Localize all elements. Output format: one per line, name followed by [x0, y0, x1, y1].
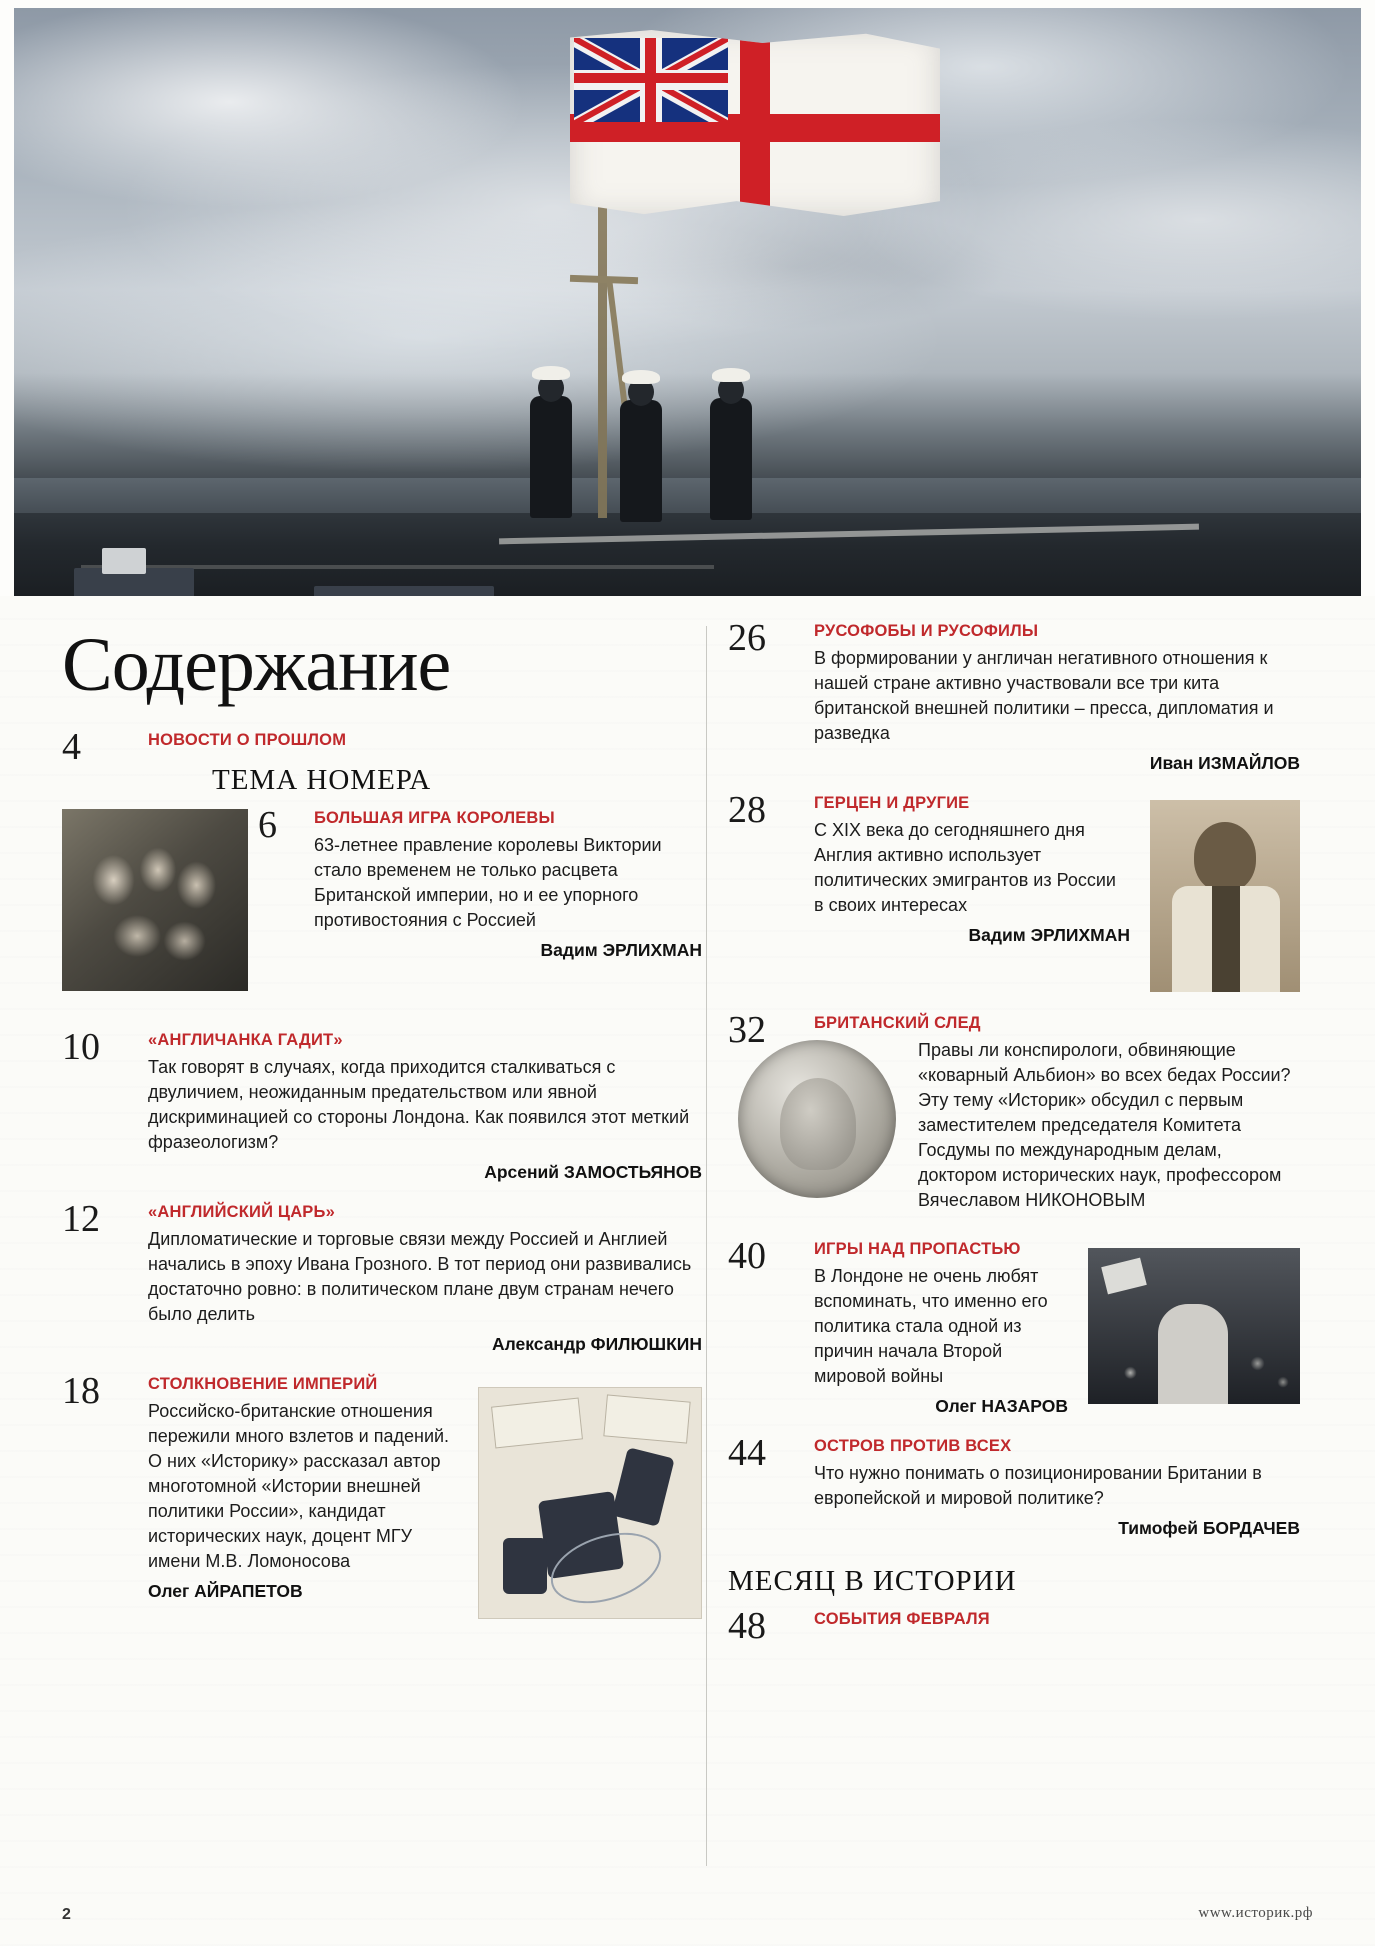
toc-entry-description: 63-летнее правление королевы Виктории стало временем не только расцвета Британской империи, но и ее упорного противостояния с Россией — [314, 835, 662, 930]
contents-left-column — [62, 622, 702, 1645]
sailor-body — [530, 396, 572, 518]
toc-entry[interactable] — [62, 1198, 702, 1355]
toc-entry-description: Дипломатические и торговые связи между Россией и Англией начались в эпоху Ивана Грозного. В тот период они развивались достаточно ровно: в политическом плане двум странам нечего было делить — [148, 1229, 692, 1324]
victoria-coin-image — [738, 1040, 896, 1198]
toc-entry-author: Олег НАЗАРОВ — [935, 1396, 1068, 1416]
portrait-head — [1194, 822, 1256, 892]
toc-entry[interactable] — [62, 804, 702, 1015]
caricature-poster-image — [478, 1387, 702, 1619]
poster-banner-right — [603, 1394, 690, 1443]
toc-entry-author: Вадим ЭРЛИХМАН — [968, 925, 1130, 945]
poster-figure-left — [503, 1538, 547, 1594]
toc-entry[interactable] — [62, 1026, 702, 1183]
toc-page-number: 26 — [728, 617, 766, 659]
toc-entry[interactable] — [728, 1432, 1300, 1539]
poster-figure-right — [611, 1447, 675, 1527]
hero-photo-naval-ensign — [14, 8, 1361, 596]
toc-page-number: 32 — [728, 1009, 766, 1051]
toc-entry-description: С XIX века до сегодняшнего дня Англия активно использует политических эмигрантов из России в своих интересах — [814, 820, 1116, 915]
toc-entry[interactable] — [728, 789, 1300, 994]
column-divider — [706, 626, 707, 1866]
toc-entry-description: В формировании у англичан негативного отношения к нашей стране активно участвовали все три кита британской внешней политики – пресса, дипломатия и разведка — [814, 648, 1274, 743]
canton-horizontal-red — [574, 73, 728, 83]
section-heading-month: МЕСЯЦ В ИСТОРИИ — [728, 1565, 1017, 1597]
sailor-cap — [622, 370, 660, 384]
sea-horizon — [14, 478, 1361, 518]
toc-entry[interactable] — [728, 1009, 1300, 1220]
magazine-website[interactable]: www.историк.рф — [1198, 1905, 1313, 1921]
toc-entry-title[interactable]: СТОЛКНОВЕНИЕ ИМПЕРИЙ — [148, 1375, 378, 1393]
toc-entry-author: Олег АЙРАПЕТОВ — [148, 1581, 303, 1601]
toc-page-number: 12 — [62, 1198, 100, 1240]
toc-page-number: 18 — [62, 1370, 100, 1412]
toc-entry-author: Арсений ЗАМОСТЬЯНОВ — [484, 1162, 702, 1182]
flag-union-jack-canton — [574, 38, 728, 122]
white-ensign-flag — [570, 30, 940, 216]
royal-family-photo — [62, 809, 248, 991]
toc-entry-description: Российско-британские отношения пережили много взлетов и падений. О них «Историку» рассказал автор многотомной «Истории внешней политики России», кандидат исторических наук, доцент МГУ имени М.В. Ломоносова — [148, 1401, 450, 1571]
toc-page-number: 4 — [62, 726, 81, 768]
toc-entry[interactable] — [728, 1605, 1300, 1647]
toc-entry-title[interactable]: НОВОСТИ О ПРОШЛОМ — [148, 731, 347, 749]
ship-island — [102, 548, 146, 574]
toc-page-number: 10 — [62, 1026, 100, 1068]
toc-entry[interactable] — [62, 726, 702, 768]
toc-entry-author: Александр ФИЛЮШКИН — [491, 1334, 702, 1354]
toc-page-number: 44 — [728, 1432, 766, 1474]
crowd-central-figure — [1158, 1304, 1228, 1404]
ship-crane — [314, 586, 494, 596]
toc-entry-title[interactable]: РУСОФОБЫ И РУСОФИЛЫ — [814, 622, 1039, 640]
page-title: Содержание — [62, 623, 451, 707]
toc-entry[interactable] — [728, 617, 1300, 774]
toc-entry-title[interactable]: «АНГЛИЧАНКА ГАДИТ» — [148, 1031, 343, 1049]
section-heading-theme: ТЕМА НОМЕРА — [212, 764, 432, 796]
toc-entry-description: В Лондоне не очень любят вспоминать, что именно его политика стала одной из причин начала Второй мировой войны — [814, 1266, 1048, 1386]
toc-entry-title[interactable]: ОСТРОВ ПРОТИВ ВСЕХ — [814, 1437, 1012, 1455]
chamberlain-crowd-photo — [1088, 1248, 1300, 1404]
toc-entry[interactable] — [728, 1235, 1300, 1417]
toc-entry-author: Вадим ЭРЛИХМАН — [540, 940, 702, 960]
poster-banner-left — [491, 1398, 583, 1449]
toc-entry-author: Тимофей БОРДАЧЕВ — [1118, 1518, 1300, 1538]
toc-page-number: 28 — [728, 789, 766, 831]
sailor-figure — [524, 358, 578, 518]
toc-entry-title[interactable]: СОБЫТИЯ ФЕВРАЛЯ — [814, 1610, 990, 1628]
toc-entry-title[interactable]: «АНГЛИЙСКИЙ ЦАРЬ» — [148, 1203, 335, 1221]
toc-page-number: 6 — [258, 804, 277, 846]
toc-entry[interactable] — [62, 1370, 702, 1625]
toc-entry-title[interactable]: БРИТАНСКИЙ СЛЕД — [814, 1014, 981, 1032]
toc-entry-title[interactable]: ГЕРЦЕН И ДРУГИЕ — [814, 794, 970, 812]
contents-right-column — [728, 617, 1300, 1649]
toc-entry-description: Правы ли конспирологи, обвиняющие «коварный Альбион» во всех бедах России? Эту тему «Историк» обсудил с первым заместителем председателя Комитета Госдумы по международным делам, доктором исторических наук, профессором Вячеславом НИКОНОВЫМ — [918, 1040, 1291, 1210]
portrait-body — [1172, 886, 1280, 992]
sailor-figure — [704, 360, 758, 520]
toc-entry-description: Что нужно понимать о позиционировании Британии в европейской и мировой политике? — [814, 1463, 1262, 1508]
herzen-portrait-photo — [1150, 800, 1300, 992]
sailor-cap — [532, 366, 570, 380]
toc-entry-description: Так говорят в случаях, когда приходится сталкиваться с двуличием, неожиданным предательством или явной дискриминацией со стороны Лондона. Как появился этот меткий фразеологизм? — [148, 1057, 690, 1152]
sailor-body — [710, 398, 752, 520]
coin-bust — [780, 1078, 856, 1170]
toc-entry-title[interactable]: БОЛЬШАЯ ИГРА КОРОЛЕВЫ — [314, 809, 555, 827]
folio-page-number: 2 — [62, 1906, 71, 1923]
toc-page-number: 48 — [728, 1605, 766, 1647]
carrier-deck — [14, 513, 1361, 596]
contents-section — [0, 596, 1375, 1946]
sailor-body — [620, 400, 662, 522]
toc-entry-title[interactable]: ИГРЫ НАД ПРОПАСТЬЮ — [814, 1240, 1021, 1258]
sailor-figure — [614, 362, 668, 522]
toc-page-number: 40 — [728, 1235, 766, 1277]
sailor-cap — [712, 368, 750, 382]
toc-entry-author: Иван ИЗМАЙЛОВ — [1149, 753, 1300, 773]
